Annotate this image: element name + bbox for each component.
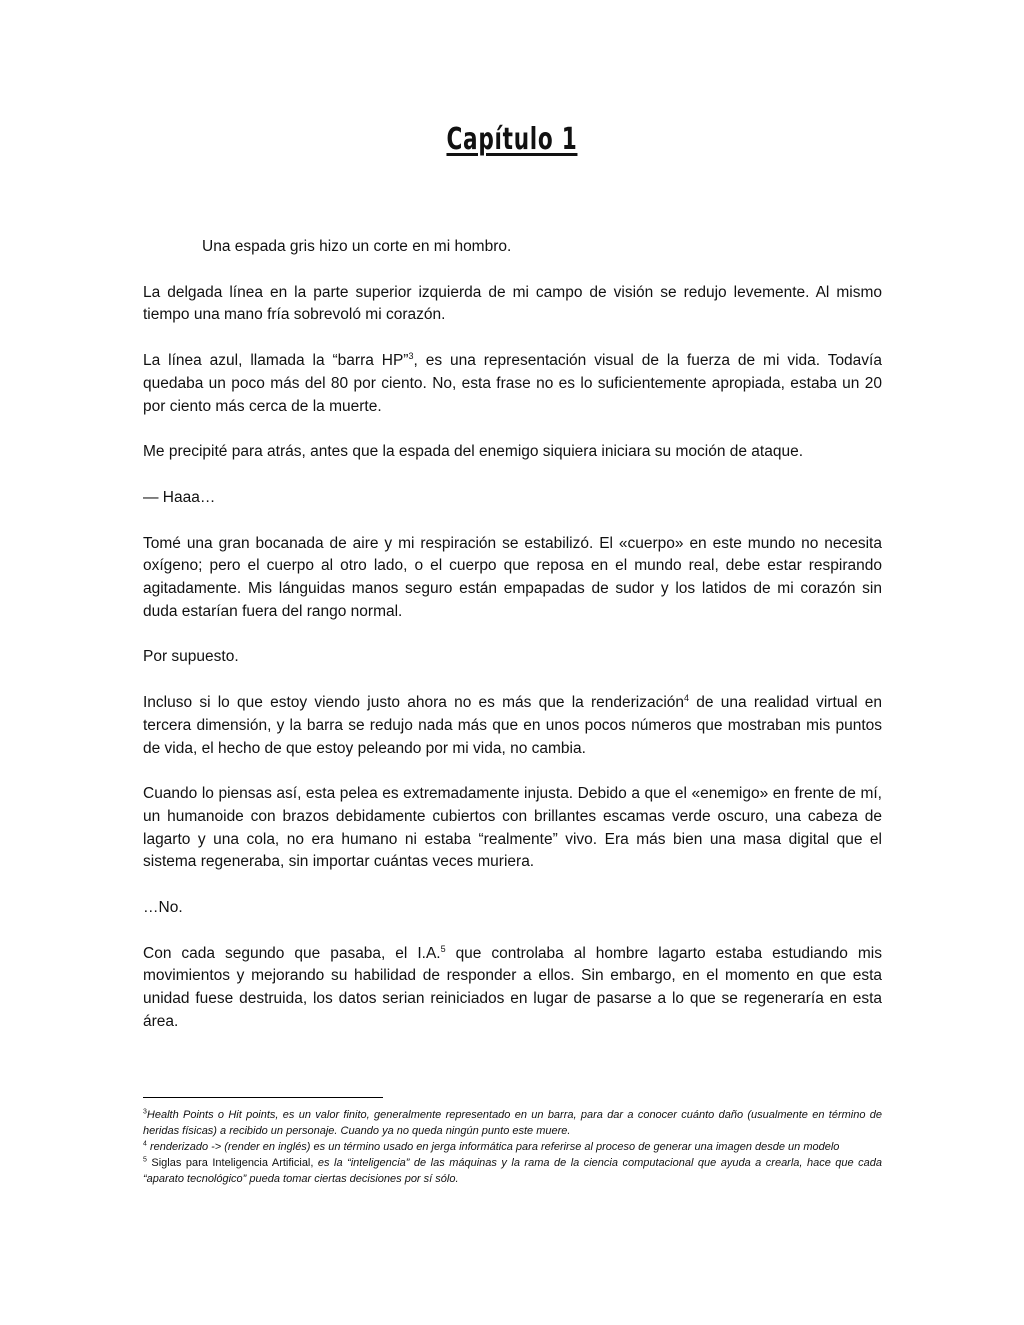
paragraph: La delgada línea en la parte superior izquierda de mi campo de visión se redujo levemente. Al mismo tiempo una mano fría sobrevoló mi corazón.: [143, 283, 882, 324]
footnote: $^5$ Siglas para Inteligencia Artificial, es la “inteligencia” de las máquinas y la rama de la ciencia computacional que ayuda a crearla, hace que cada “aparato tecnológico” pueda tomar ciertas decisiones por sí sólo.: [143, 1156, 882, 1185]
paragraph: Cuando lo piensas así, esta pelea es extremadamente injusta. Debido a que el «enemigo» en frente de mí, un humanoide con brazos debidamente cubiertos con brillantes escamas verde oscuro, una cabeza de lagarto y una cola, no era humano ni estaba “realmente” vivo. Era más bien una masa digital que el sistema regeneraba, sin importar cuántas veces muriera.: [143, 785, 882, 871]
paragraph: Incluso si lo que estoy viendo justo ahora no es más que la renderización$^4$ de una realidad virtual en tercera dimensión, y la barra se redujo nada más que en unos pocos números que mostraban mis puntos de vida, el hecho de que estoy peleando por mi vida, no cambia.: [143, 692, 882, 757]
chapter-body: [143, 236, 882, 1057]
chapter-heading: [0, 122, 1024, 157]
footnote-ref: 4: [684, 692, 690, 703]
paragraph: Con cada segundo que pasaba, el I.A.$^5$ que controlaba al hombre lagarto estaba estudiando mis movimientos y mejorando su habilidad de responder a ellos. Sin embargo, en el momento en que esta unidad fuese destruida, los datos serian reiniciados en lugar de pasarse a lo que se regeneraría en esta área.: [143, 943, 882, 1030]
chapter-title: Capítulo 1: [446, 122, 578, 157]
paragraph: Una espada gris hizo un corte en mi hombro.: [202, 238, 512, 255]
footnote: $^3$Health Points o Hit points, es un valor finito, generalmente representado en un barra, para dar a conocer cuánto daño (usualmente en término de heridas físicas) a recibido un personaje. Cuando ya no queda ningún punto este muere.: [143, 1108, 882, 1137]
footnotes: [143, 1107, 882, 1187]
paragraph: Tomé una gran bocanada de aire y mi respiración se estabilizó. El «cuerpo» en este mundo no necesita oxígeno; pero el cuerpo al otro lado, o el cuerpo que reposa en el mundo real, debe estar respirando agitadamente. Mis lánguidas manos seguro están empapadas de sudor y los latidos de mi corazón sin duda estarían fuera del rango normal.: [143, 534, 882, 620]
paragraph: Por supuesto.: [143, 648, 239, 666]
paragraph: — Haaa…: [143, 488, 216, 506]
footnote-ref: 5: [440, 943, 446, 954]
paragraph: …No.: [143, 899, 183, 917]
footnote-ref: 3: [408, 350, 414, 361]
paragraph: La línea azul, llamada la “barra HP”$^3$, es una representación visual de la fuerza de mi vida. Todavía quedaba un poco más del 80 por ciento. No, esta frase no es lo suficientemente apropiada, estaba un 20 por ciento más cerca de la muerte.: [143, 350, 882, 415]
footnote-separator: [143, 1097, 383, 1098]
footnote: $^4$ renderizado -> (render en inglés) es un término usado en jerga informática para referirse al proceso de generar una imagen desde un modelo: [143, 1140, 840, 1153]
paragraph: Me precipité para atrás, antes que la espada del enemigo siquiera iniciara su moción de ataque.: [143, 443, 804, 461]
